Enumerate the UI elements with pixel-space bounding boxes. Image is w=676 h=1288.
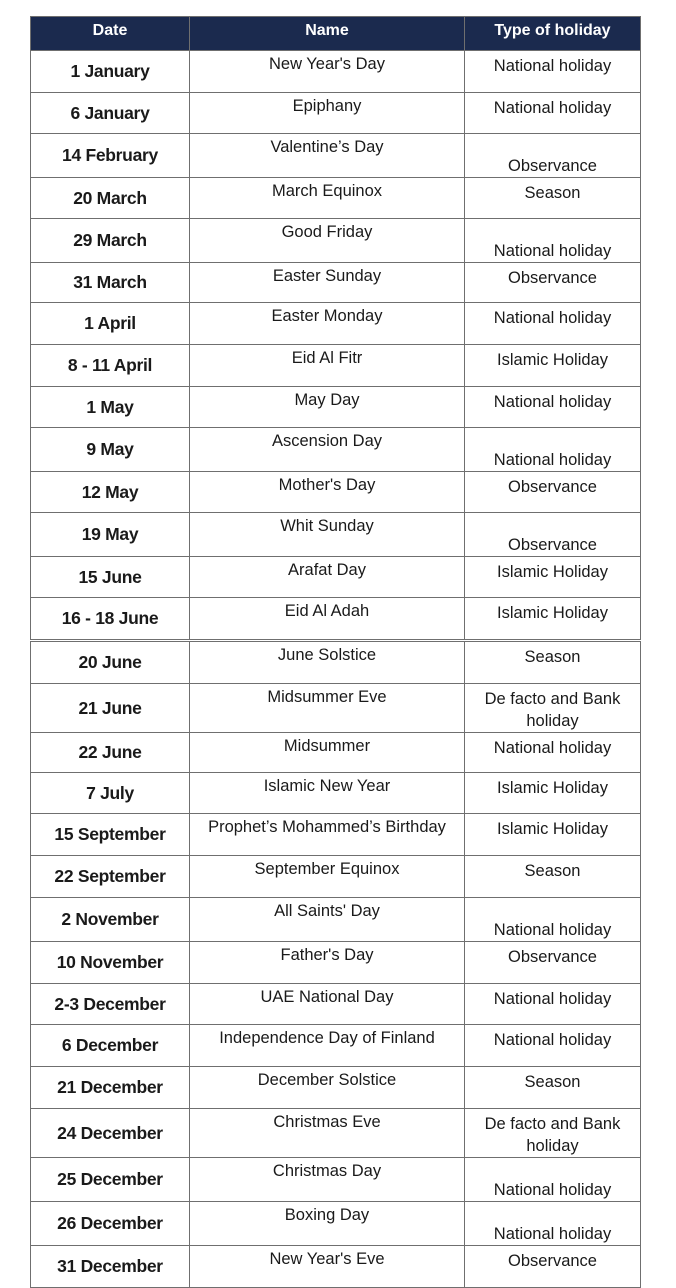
- table-row: [31, 134, 641, 178]
- type-cell: De facto and Bank holiday: [465, 1109, 641, 1158]
- date-cell: 10 November: [31, 942, 190, 984]
- date-cell: 24 December: [31, 1109, 190, 1158]
- date-cell: 21 December: [31, 1067, 190, 1109]
- type-cell: Observance: [465, 513, 641, 557]
- date-cell: 6 December: [31, 1025, 190, 1067]
- type-cell: National holiday: [465, 219, 641, 263]
- name-cell: May Day: [190, 387, 465, 428]
- table-row: [31, 1246, 641, 1288]
- type-cell: Observance: [465, 263, 641, 303]
- name-cell: Easter Sunday: [190, 263, 465, 303]
- date-cell: 6 January: [31, 93, 190, 134]
- header-type: Type of holiday: [465, 17, 641, 51]
- table-row: [31, 93, 641, 134]
- table-row: [31, 984, 641, 1025]
- name-cell: New Year's Eve: [190, 1246, 465, 1288]
- type-cell: Observance: [465, 1246, 641, 1288]
- type-cell: National holiday: [465, 428, 641, 472]
- type-cell: Season: [465, 856, 641, 898]
- date-cell: 16 - 18 June: [31, 598, 190, 640]
- name-cell: Easter Monday: [190, 303, 465, 345]
- date-cell: 7 July: [31, 773, 190, 814]
- name-cell: Good Friday: [190, 219, 465, 263]
- table-row: [31, 1025, 641, 1067]
- date-cell: 8 - 11 April: [31, 345, 190, 387]
- header-date: Date: [31, 17, 190, 51]
- type-cell: Islamic Holiday: [465, 814, 641, 856]
- name-cell: All Saints' Day: [190, 898, 465, 942]
- date-cell: 20 March: [31, 178, 190, 219]
- table-row: [31, 557, 641, 598]
- name-cell: Boxing Day: [190, 1202, 465, 1246]
- date-cell: 15 June: [31, 557, 190, 598]
- table-row: [31, 472, 641, 513]
- type-cell: National holiday: [465, 51, 641, 93]
- date-cell: 20 June: [31, 642, 190, 684]
- header-name: Name: [190, 17, 465, 51]
- date-cell: 12 May: [31, 472, 190, 513]
- table-row: [31, 898, 641, 942]
- name-cell: Midsummer: [190, 733, 465, 773]
- name-cell: Christmas Day: [190, 1158, 465, 1202]
- date-cell: 25 December: [31, 1158, 190, 1202]
- type-cell: National holiday: [465, 387, 641, 428]
- table-row: [31, 733, 641, 773]
- type-cell: National holiday: [465, 93, 641, 134]
- date-cell: 1 May: [31, 387, 190, 428]
- table-row: [31, 1067, 641, 1109]
- table-row: [31, 642, 641, 684]
- type-cell: National holiday: [465, 303, 641, 345]
- name-cell: New Year's Day: [190, 51, 465, 93]
- type-cell: Islamic Holiday: [465, 773, 641, 814]
- name-cell: Islamic New Year: [190, 773, 465, 814]
- date-cell: 22 September: [31, 856, 190, 898]
- name-cell: Ascension Day: [190, 428, 465, 472]
- name-cell: Midsummer Eve: [190, 684, 465, 733]
- date-cell: 14 February: [31, 134, 190, 178]
- date-cell: 2-3 December: [31, 984, 190, 1025]
- name-cell: Christmas Eve: [190, 1109, 465, 1158]
- type-cell: National holiday: [465, 984, 641, 1025]
- name-cell: March Equinox: [190, 178, 465, 219]
- table-row: [31, 1158, 641, 1202]
- name-cell: Eid Al Adah: [190, 598, 465, 640]
- table-row: [31, 51, 641, 93]
- holiday-table-part-2: [30, 641, 641, 1288]
- date-cell: 21 June: [31, 684, 190, 733]
- date-cell: 29 March: [31, 219, 190, 263]
- name-cell: Whit Sunday: [190, 513, 465, 557]
- type-cell: Season: [465, 642, 641, 684]
- name-cell: Father's Day: [190, 942, 465, 984]
- table-row: [31, 684, 641, 733]
- date-cell: 31 December: [31, 1246, 190, 1288]
- date-cell: 1 January: [31, 51, 190, 93]
- type-cell: Season: [465, 178, 641, 219]
- type-cell: National holiday: [465, 1158, 641, 1202]
- name-cell: Mother's Day: [190, 472, 465, 513]
- name-cell: Epiphany: [190, 93, 465, 134]
- type-cell: Observance: [465, 942, 641, 984]
- table-row: [31, 1109, 641, 1158]
- name-cell: Prophet’s Mohammed’s Birthday: [190, 814, 465, 856]
- date-cell: 19 May: [31, 513, 190, 557]
- type-cell: Season: [465, 1067, 641, 1109]
- type-cell: Observance: [465, 134, 641, 178]
- date-cell: 31 March: [31, 263, 190, 303]
- date-cell: 15 September: [31, 814, 190, 856]
- date-cell: 22 June: [31, 733, 190, 773]
- table-row: [31, 942, 641, 984]
- table-row: [31, 303, 641, 345]
- date-cell: 1 April: [31, 303, 190, 345]
- name-cell: UAE National Day: [190, 984, 465, 1025]
- type-cell: National holiday: [465, 898, 641, 942]
- type-cell: National holiday: [465, 733, 641, 773]
- table-row: [31, 814, 641, 856]
- header-row: [31, 17, 641, 51]
- name-cell: Eid Al Fitr: [190, 345, 465, 387]
- name-cell: September Equinox: [190, 856, 465, 898]
- holiday-table-part-1: [30, 16, 641, 640]
- table-row: [31, 428, 641, 472]
- type-cell: National holiday: [465, 1025, 641, 1067]
- type-cell: Islamic Holiday: [465, 345, 641, 387]
- table-row: [31, 345, 641, 387]
- type-cell: Islamic Holiday: [465, 598, 641, 640]
- table-row: [31, 773, 641, 814]
- table-row: [31, 219, 641, 263]
- table-row: [31, 263, 641, 303]
- name-cell: Arafat Day: [190, 557, 465, 598]
- table-row: [31, 178, 641, 219]
- date-cell: 2 November: [31, 898, 190, 942]
- date-cell: 9 May: [31, 428, 190, 472]
- table-row: [31, 513, 641, 557]
- table-row: [31, 387, 641, 428]
- type-cell: Islamic Holiday: [465, 557, 641, 598]
- type-cell: National holiday: [465, 1202, 641, 1246]
- table-row: [31, 1202, 641, 1246]
- name-cell: June Solstice: [190, 642, 465, 684]
- table-row: [31, 598, 641, 640]
- type-cell: Observance: [465, 472, 641, 513]
- name-cell: Independence Day of Finland: [190, 1025, 465, 1067]
- table-row: [31, 856, 641, 898]
- date-cell: 26 December: [31, 1202, 190, 1246]
- name-cell: Valentine’s Day: [190, 134, 465, 178]
- name-cell: December Solstice: [190, 1067, 465, 1109]
- type-cell: De facto and Bank holiday: [465, 684, 641, 733]
